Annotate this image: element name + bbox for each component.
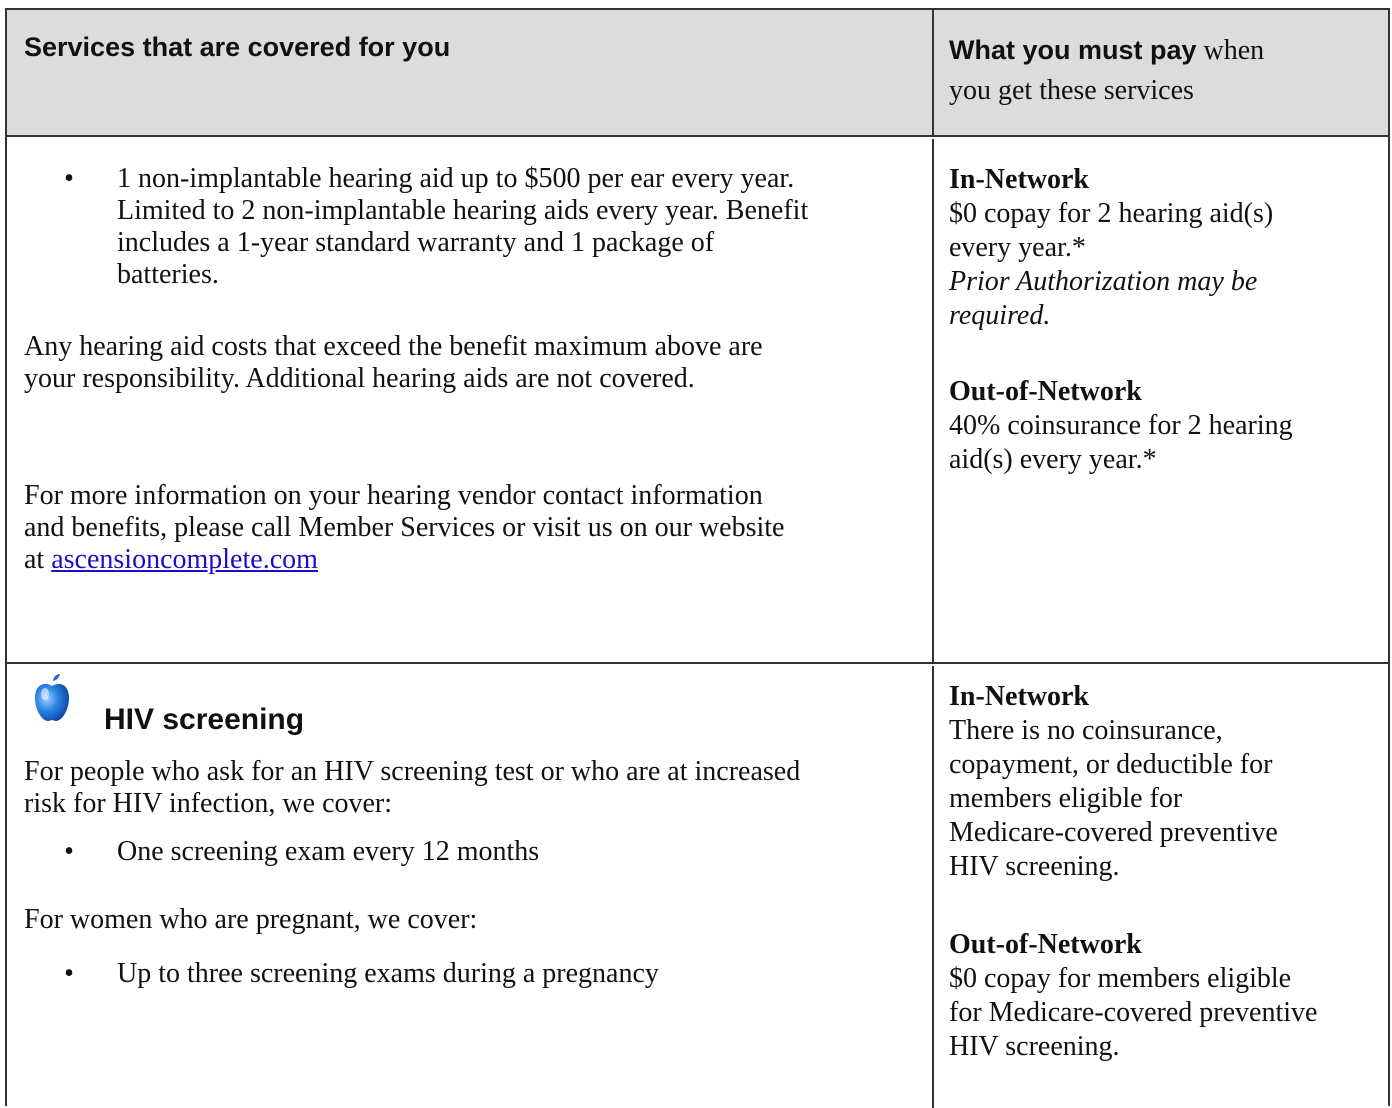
hearing-aid-row	[7, 139, 1388, 664]
link-prefix: at	[24, 544, 52, 575]
table-header-row	[7, 10, 1388, 137]
hiv-out-network	[949, 928, 1379, 1064]
text-line: HIV screening.	[949, 851, 1120, 882]
hiv-bullet-text: One screening exam every 12 months	[117, 836, 540, 867]
hearing-pay-cell	[934, 139, 1388, 662]
hiv-services-cell	[7, 666, 934, 1108]
text-line: 1 non-implantable hearing aid up to $500 per ear every year.	[117, 163, 795, 194]
text-line: copayment, or deductible for	[949, 749, 1273, 780]
text-line: for Medicare-covered preventive	[949, 997, 1318, 1028]
hiv-screening-row	[7, 666, 1388, 1108]
text-line: $0 copay for 2 hearing aid(s)	[949, 198, 1274, 229]
text-line: members eligible for	[949, 783, 1183, 814]
text-line: HIV screening.	[949, 1031, 1120, 1062]
hearing-services-cell	[7, 139, 934, 662]
hiv-section-title: HIV screening	[104, 703, 305, 736]
hearing-out-network	[949, 375, 1379, 477]
out-of-network-label: Out-of-Network	[949, 929, 1142, 960]
text-line	[24, 544, 784, 576]
benefits-table	[5, 8, 1390, 1106]
header-services-title: Services that are covered for you	[24, 32, 451, 62]
bullet-marker: •	[64, 836, 74, 867]
text-line: There is no coinsurance,	[949, 715, 1223, 746]
bullet-marker: •	[64, 163, 74, 194]
text-line: and benefits, please call Member Services or visit us on our website	[24, 512, 785, 543]
text-line: For more information on your hearing vendor contact information	[24, 480, 763, 511]
hiv-pregnant-paragraph: For women who are pregnant, we cover:	[24, 904, 478, 935]
text-line: your responsibility. Additional hearing aids are not covered.	[24, 363, 695, 394]
header-pay-bold: What you must pay	[949, 35, 1197, 65]
text-line: Medicare-covered preventive	[949, 817, 1278, 848]
hiv-in-network	[949, 680, 1379, 884]
header-left-cell	[7, 10, 934, 135]
text-line: 40% coinsurance for 2 hearing	[949, 410, 1293, 441]
text-line: includes a 1-year standard warranty and 1 package of	[117, 227, 715, 258]
website-link[interactable]: ascensioncomplete.com	[51, 544, 318, 575]
hiv-eligibility-paragraph	[24, 756, 800, 820]
text-line: batteries.	[117, 259, 219, 290]
hearing-cost-paragraph	[24, 331, 763, 395]
hiv-bullet-text: Up to three screening exams during a pregnancy	[117, 958, 659, 989]
header-pay-when: when	[1196, 35, 1265, 66]
in-network-label: In-Network	[949, 164, 1089, 195]
hearing-bullet-text	[117, 163, 937, 291]
text-line: Any hearing aid costs that exceed the benefit maximum above are	[24, 331, 763, 362]
prior-auth-note: Prior Authorization may be	[949, 266, 1258, 297]
apple-icon	[32, 674, 72, 722]
header-pay-title	[949, 30, 1369, 111]
hearing-in-network	[949, 163, 1379, 333]
text-line: $0 copay for members eligible	[949, 963, 1292, 994]
text-line: aid(s) every year.*	[949, 444, 1157, 475]
prior-auth-note: required.	[949, 300, 1051, 331]
text-line: risk for HIV infection, we cover:	[24, 788, 393, 819]
text-line: For people who ask for an HIV screening test or who are at increased	[24, 756, 801, 787]
header-right-cell	[934, 10, 1388, 135]
bullet-marker: •	[64, 958, 74, 989]
text-line: Limited to 2 non-implantable hearing aids every year. Benefit	[117, 195, 809, 226]
text-line: every year.*	[949, 232, 1086, 263]
out-of-network-label: Out-of-Network	[949, 376, 1142, 407]
in-network-label: In-Network	[949, 681, 1089, 712]
hiv-pay-cell	[934, 666, 1388, 1108]
header-pay-rest: you get these services	[949, 75, 1194, 106]
hearing-info-paragraph	[24, 480, 784, 576]
